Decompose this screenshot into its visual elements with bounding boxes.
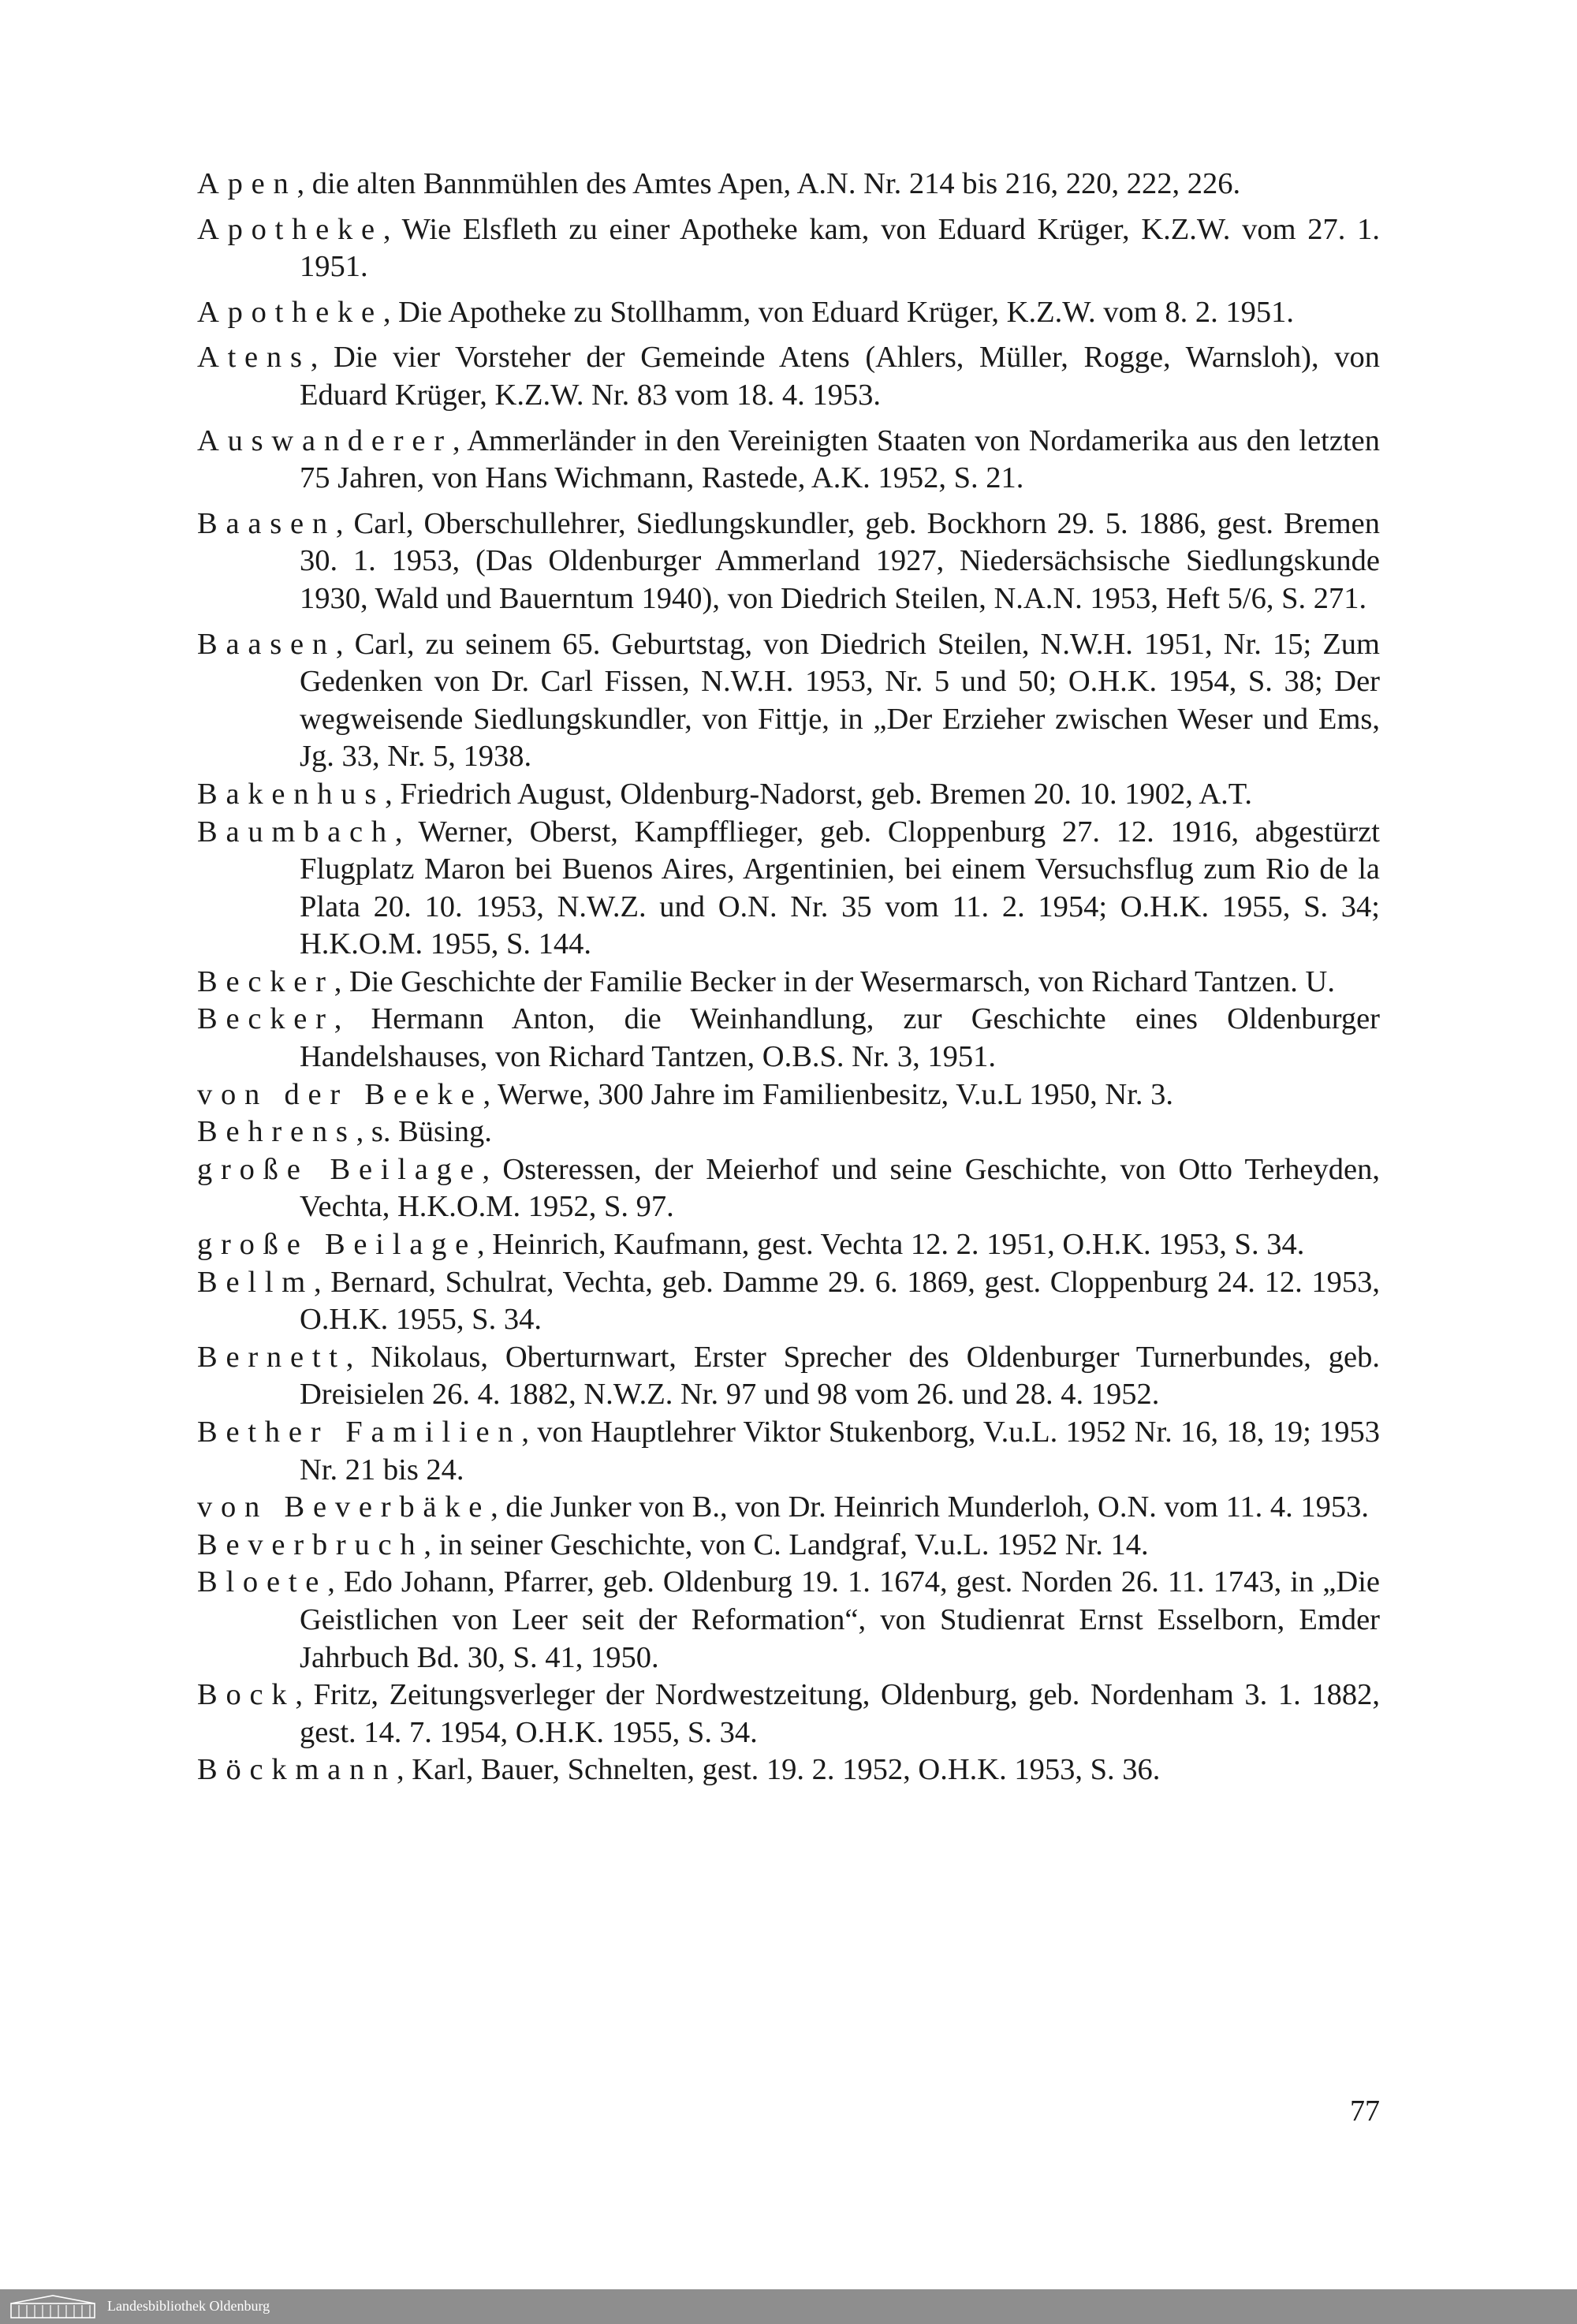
entry-keyword: Bloete <box>197 1565 328 1599</box>
entry-keyword: Becker <box>197 964 334 998</box>
list-item <box>197 1489 1380 1527</box>
entry-text: , Heinrich, Kaufmann, gest. Vechta 12. 2. 1951, O.H.K. 1953, S. 34. <box>477 1228 1305 1262</box>
entry-text: , Hermann Anton, die Weinhandlung, zur Geschichte eines Oldenburger Handelshauses, von Richard Tantzen, O.B.S. Nr. 3, 1951. <box>300 1002 1380 1074</box>
entry-text: , Werner, Oberst, Kampfflieger, geb. Cloppenburg 27. 12. 1916, abgestürzt Flugplatz Maron bei Buenos Aires, Argentinien, bei einem Versuchsflug zum Rio de la Plata 20. 10. 1953, N.W.Z. und O.N. Nr. 35 vom 11. 2. 1954; O.H.K. 1955, S. 34; H.K.O.M. 1955, S. 144. <box>300 815 1380 961</box>
entry-keyword: Auswanderer <box>197 423 453 457</box>
list-item <box>197 1564 1380 1677</box>
entry-keyword: Baasen <box>197 627 336 661</box>
list-item <box>197 1751 1380 1789</box>
entry-keyword: Bakenhus <box>197 777 386 811</box>
entry-text: , Nikolaus, Oberturnwart, Erster Sprecher des Oldenburger Turnerbundes, geb. Dreisielen 26. 4. 1882, N.W.Z. Nr. 97 und 98 vom 26. und 28. 4. 1952. <box>300 1340 1380 1412</box>
list-item <box>197 1264 1380 1339</box>
entry-text: , Carl, zu seinem 65. Geburtstag, von Diedrich Steilen, N.W.H. 1951, Nr. 15; Zum Gedenken von Dr. Carl Fissen, N.W.H. 1953, Nr. 5 und 50; O.H.K. 1954, S. 38; Der wegweisende Siedlungskundler, von Fittje, in „Der Erzieher zwischen Weser und Ems, Jg. 33, Nr. 5, 1938. <box>300 627 1380 774</box>
entry-keyword: Bock <box>197 1678 296 1712</box>
entry-keyword: Bether Familien <box>197 1416 522 1449</box>
page-number: 77 <box>1350 2095 1380 2128</box>
entry-keyword: Beverbruch <box>197 1528 424 1561</box>
entry-text: , Friedrich August, Oldenburg-Nadorst, geb. Bremen 20. 10. 1902, A.T. <box>385 777 1253 811</box>
entry-list <box>197 166 1380 1789</box>
list-item <box>197 1339 1380 1414</box>
list-item <box>197 814 1380 964</box>
list-item <box>197 1001 1380 1076</box>
entry-keyword: Behrens <box>197 1115 356 1149</box>
library-name: Landesbibliothek Oldenburg <box>107 2298 270 2314</box>
entry-text: , Die vier Vorsteher der Gemeinde Atens (Ahlers, Müller, Rogge, Warnsloh), von Eduard Krüger, K.Z.W. Nr. 83 vom 18. 4. 1953. <box>300 341 1380 412</box>
list-item <box>197 339 1380 414</box>
entry-text: , s. Büsing. <box>356 1115 492 1149</box>
entry-keyword: große Beilage <box>197 1152 483 1186</box>
entry-keyword: Becker <box>197 1002 334 1036</box>
entry-text: , Fritz, Zeitungsverleger der Nordwestzeitung, Oldenburg, geb. Nordenham 3. 1. 1882, gest. 14. 7. 1954, O.H.K. 1955, S. 34. <box>295 1678 1380 1749</box>
entry-keyword: von Beverbäke <box>197 1490 491 1524</box>
entry-text: , in seiner Geschichte, von C. Landgraf, V.u.L. 1952 Nr. 14. <box>423 1528 1149 1561</box>
entry-text: , Die Apotheke zu Stollhamm, von Eduard Krüger, K.Z.W. vom 8. 2. 1951. <box>382 295 1294 329</box>
list-item <box>197 294 1380 332</box>
list-item <box>197 1226 1380 1264</box>
list-item <box>197 423 1380 498</box>
list-item <box>197 166 1380 203</box>
entry-text: , Carl, Oberschullehrer, Siedlungskundler, geb. Bockhorn 29. 5. 1886, gest. Bremen 30. 1. 1953, (Das Oldenburger Ammerland 1927, Niedersächsische Siedlungskunde 1930, Wald und Bauerntum 1940), von Diedrich Steilen, N.A.N. 1953, Heft 5/6, S. 271. <box>300 506 1380 615</box>
entry-text: , von Hauptlehrer Viktor Stukenborg, V.u.L. 1952 Nr. 16, 18, 19; 1953 Nr. 21 bis 24. <box>300 1416 1380 1487</box>
entry-text: , Bernard, Schulrat, Vechta, geb. Damme 29. 6. 1869, gest. Cloppenburg 24. 12. 1953, O.H.K. 1955, S. 34. <box>300 1265 1380 1337</box>
entry-keyword: Bellm <box>197 1265 315 1299</box>
entry-keyword: Atens <box>197 341 311 375</box>
list-item <box>197 1076 1380 1114</box>
entry-keyword: Apen <box>197 167 297 200</box>
entry-keyword: von der Beeke <box>197 1077 483 1111</box>
entry-text: , Edo Johann, Pfarrer, geb. Oldenburg 19. 1. 1674, gest. Norden 26. 11. 1743, in „Die Geistlichen von Leer seit der Reformation“, von Studienrat Ernst Esselborn, Emder Jahrbuch Bd. 30, S. 41, 1950. <box>300 1565 1380 1674</box>
entry-text: , Die Geschichte der Familie Becker in der Wesermarsch, von Richard Tantzen. U. <box>334 964 1335 998</box>
list-item <box>197 1677 1380 1751</box>
list-item <box>197 1414 1380 1489</box>
entry-text: , Werwe, 300 Jahre im Familienbesitz, V.u.L 1950, Nr. 3. <box>483 1077 1174 1111</box>
entry-text: , die Junker von B., von Dr. Heinrich Munderloh, O.N. vom 11. 4. 1953. <box>490 1490 1370 1524</box>
list-item <box>197 505 1380 618</box>
entry-keyword: Bernett <box>197 1340 346 1374</box>
list-item <box>197 626 1380 776</box>
entry-text: , Osteressen, der Meierhof und seine Geschichte, von Otto Terheyden, Vechta, H.K.O.M. 1952, S. 97. <box>300 1152 1380 1224</box>
list-item <box>197 1114 1380 1151</box>
entry-keyword: Apotheke <box>197 295 383 329</box>
entry-text: , Wie Elsfleth zu einer Apotheke kam, von Eduard Krüger, K.Z.W. vom 27. 1. 1951. <box>300 212 1380 284</box>
entry-keyword: Baumbach <box>197 815 395 849</box>
entry-keyword: Apotheke <box>197 212 383 246</box>
entry-text: , Ammerländer in den Vereinigten Staaten von Nordamerika aus den letzten 75 Jahren, von Hans Wichmann, Rastede, A.K. 1952, S. 21. <box>300 423 1380 495</box>
entry-keyword: Baasen <box>197 506 336 540</box>
entry-keyword: Böckmann <box>197 1753 397 1787</box>
library-footer-bar <box>0 2289 1577 2324</box>
list-item <box>197 964 1380 1002</box>
list-item <box>197 1151 1380 1226</box>
entry-text: , die alten Bannmühlen des Amtes Apen, A.N. Nr. 214 bis 216, 220, 222, 226. <box>296 167 1241 200</box>
library-building-icon <box>9 2294 96 2319</box>
entry-keyword: große Beilage <box>197 1228 478 1262</box>
list-item <box>197 776 1380 814</box>
entry-text: , Karl, Bauer, Schnelten, gest. 19. 2. 1952, O.H.K. 1953, S. 36. <box>397 1753 1161 1787</box>
list-item <box>197 211 1380 286</box>
list-item <box>197 1527 1380 1565</box>
